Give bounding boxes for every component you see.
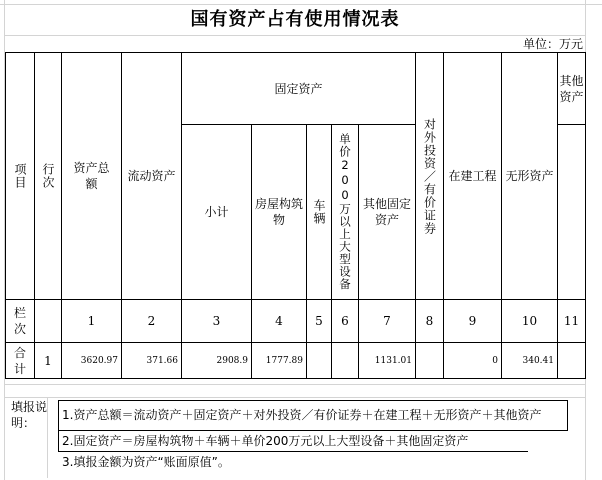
column-number: 7 xyxy=(383,314,391,328)
note-item: 3.填报金额为资产“账面原值”。 xyxy=(62,455,230,469)
header-current-assets: 流动资产 xyxy=(127,169,176,183)
column-number: 2 xyxy=(147,314,156,328)
header-vehicles: 车辆 xyxy=(312,199,326,225)
header-fixed-assets: 固定资产 xyxy=(274,81,323,96)
column-number: 8 xyxy=(425,314,434,328)
column-row-label: 栏次 xyxy=(13,306,26,336)
column-number: 10 xyxy=(521,314,538,328)
column-number: 11 xyxy=(563,314,580,328)
other-assets-value xyxy=(558,343,585,378)
buildings-value: 1777.89 xyxy=(265,355,303,366)
total-row-line: 1 xyxy=(44,353,52,368)
note-item: 2.固定资产＝房屋构筑物＋车辆＋单价200万元以上大型设备＋其他固定资产 xyxy=(62,434,469,448)
current-assets-value: 371.66 xyxy=(146,355,178,366)
notes-label: 填报说明： xyxy=(11,400,48,430)
subtotal-value: 2908.9 xyxy=(216,355,248,366)
header-other-fixed: 其他固定资产 xyxy=(362,197,411,227)
intangible-value: 340.41 xyxy=(522,355,554,366)
column-number: 9 xyxy=(468,314,477,328)
header-large-equipment: 单价200万以上大型设备 xyxy=(338,133,352,291)
header-total-assets: 资产总额 xyxy=(73,161,110,191)
external-investment-value xyxy=(416,343,443,378)
total-assets-value: 3620.97 xyxy=(80,355,118,366)
column-number: 5 xyxy=(315,314,323,328)
unit-label: 单位：万元 xyxy=(522,36,583,51)
header-construction: 在建工程 xyxy=(448,169,497,183)
other-fixed-value: 1131.01 xyxy=(374,355,412,366)
construction-value: 0 xyxy=(492,355,498,366)
vehicles-value xyxy=(307,343,331,378)
header-intangible: 无形资产 xyxy=(505,169,554,183)
header-item: 项目 xyxy=(13,163,27,189)
column-number: 1 xyxy=(87,314,96,328)
column-number: 4 xyxy=(275,314,283,328)
header-line-no: 行次 xyxy=(41,163,55,189)
header-external-investment: 对外投资／有价证券 xyxy=(422,117,437,235)
header-subtotal: 小计 xyxy=(204,205,229,219)
note-item: 1.资产总额＝流动资产＋固定资产＋对外投资／有价证券＋在建工程＋无形资产＋其他资产 xyxy=(62,408,542,422)
column-number: 6 xyxy=(341,314,349,328)
column-number: 3 xyxy=(212,314,221,328)
header-buildings: 房屋构筑物 xyxy=(254,197,303,227)
header-other-assets: 其他资产 xyxy=(559,73,584,104)
large-equipment-value xyxy=(332,343,358,378)
page-title: 国有资产占有使用情况表 xyxy=(190,9,400,30)
total-row-label: 合计 xyxy=(13,345,26,376)
